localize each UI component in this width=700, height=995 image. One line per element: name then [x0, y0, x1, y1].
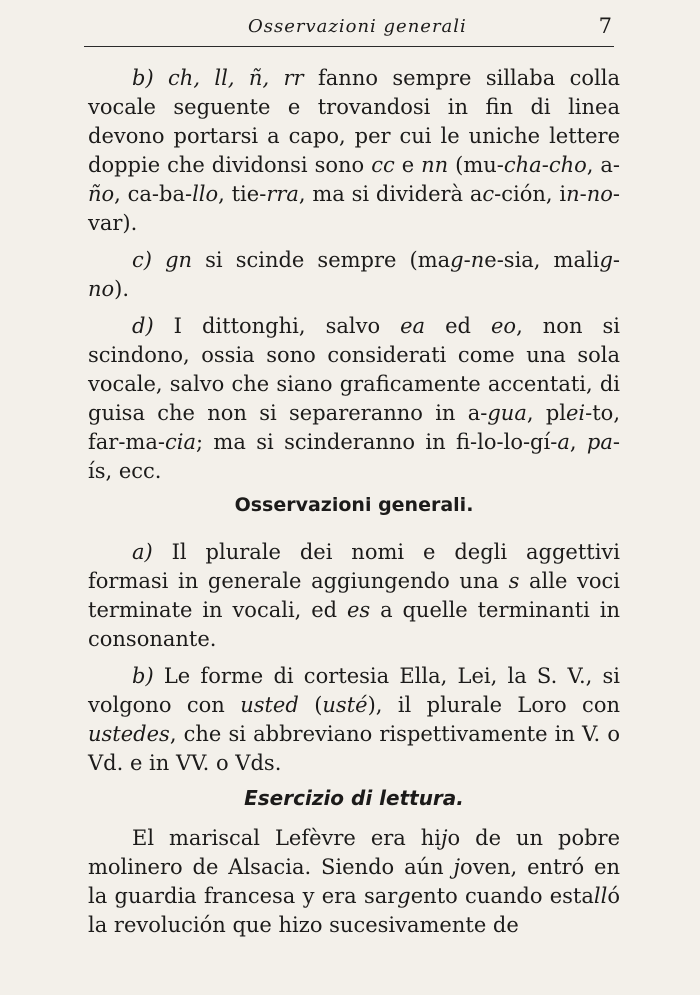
- text-run: , pl: [526, 401, 566, 425]
- section-heading-observations: Osservazioni generali.: [234, 494, 474, 516]
- italic-run: pa: [586, 430, 613, 454]
- text-run: oven, entró en la guardia francesa y era sar: [88, 855, 620, 908]
- text-run: (: [298, 693, 323, 717]
- paragraph-b-syllables: [88, 64, 620, 238]
- text-run: -: [579, 182, 587, 206]
- italic-run: eo: [491, 314, 517, 338]
- text-run: Il plurale dei nomi e degli aggettivi formasi in generale aggiungendo una: [88, 540, 620, 593]
- text-run: Le forme di cortesia Ella, Lei, la S. V., si volgono con: [88, 664, 620, 717]
- italic-run: gn: [165, 248, 193, 272]
- italic-run: ch, ll, ñ, rr: [168, 66, 304, 90]
- text-run: e-sia, mali: [484, 248, 600, 272]
- reading-exercise-paragraph: [88, 824, 620, 940]
- italic-run: n: [470, 248, 485, 272]
- italic-run: c: [482, 182, 495, 206]
- section-general-observations: [88, 538, 620, 778]
- text-run: , che si abbreviano rispettivamente in V. o Vd. e in VV. o Vds.: [88, 722, 620, 775]
- text-run: -: [541, 153, 549, 177]
- text-run: -to, far-ma-: [88, 401, 620, 454]
- text-run: alle voci terminate in vocali, ed: [88, 569, 621, 622]
- italic-run: cha: [503, 153, 542, 177]
- text-run: El mariscal Lefèvre era hi: [132, 826, 442, 850]
- text-run: , tie-: [218, 182, 267, 206]
- text-run: ó la revolución que hizo sucesivamente de: [88, 884, 620, 937]
- text-run: -: [612, 248, 620, 272]
- section-reading-exercise: [88, 824, 620, 940]
- italic-run: g: [397, 884, 411, 908]
- italic-run: b): [132, 664, 154, 688]
- italic-run: s: [508, 569, 520, 593]
- text-run: ).: [114, 277, 130, 301]
- italic-run: cc: [371, 153, 395, 177]
- italic-run: ll: [593, 884, 608, 908]
- italic-run: cho: [548, 153, 587, 177]
- paragraph-b-courtesy: [88, 662, 620, 778]
- italic-run: g: [599, 248, 613, 272]
- text-run: -ción, i: [494, 182, 567, 206]
- text-run: e: [394, 153, 422, 177]
- text-run: (mu-: [448, 153, 504, 177]
- italic-run: b): [132, 66, 154, 90]
- text-run: ed: [425, 314, 491, 338]
- text-run: ), il plurale Loro con: [367, 693, 620, 717]
- text-run: , ma si dividerà a: [298, 182, 483, 206]
- italic-run: usté: [322, 693, 368, 717]
- text-run: fanno sempre sillaba colla vocale seguente e trovandosi in fin di linea devono portarsi a capo, per cui le uniche lettere doppie che dividonsi sono: [88, 66, 620, 177]
- section-heading-reading-exercise: Esercizio di lettura.: [244, 786, 464, 810]
- italic-run: a: [557, 430, 570, 454]
- text-run: I dittonghi, salvo: [153, 314, 401, 338]
- paragraph-c-gn: [88, 246, 620, 304]
- page-number: 7: [598, 14, 612, 38]
- italic-run: j: [441, 826, 448, 850]
- text-run: [152, 248, 165, 272]
- text-run: o de un pobre molinero de Alsacia. Siendo aún: [88, 826, 620, 879]
- text-run: , ca-ba-: [114, 182, 193, 206]
- italic-run: c): [132, 248, 152, 272]
- text-run: -var).: [88, 182, 621, 235]
- italic-run: gua: [487, 401, 527, 425]
- section-syllable-rules: [88, 64, 620, 486]
- italic-run: nn: [421, 153, 449, 177]
- paragraph-a-plural: [88, 538, 620, 654]
- text-run: [154, 66, 168, 90]
- italic-run: ea: [400, 314, 426, 338]
- text-run: ento cuando esta: [410, 884, 594, 908]
- italic-run: ño: [88, 182, 115, 206]
- text-run: ,: [569, 430, 587, 454]
- italic-run: no: [586, 182, 613, 206]
- italic-run: ei: [565, 401, 586, 425]
- italic-run: usted: [240, 693, 299, 717]
- paragraph-d-diphthongs: [88, 312, 620, 486]
- running-title: Osservazioni generali: [248, 16, 467, 37]
- text-run: ; ma si scinderanno in fi-lo-lo-gí-: [195, 430, 558, 454]
- italic-run: a): [132, 540, 153, 564]
- text-run: , non si scindono, ossia sono considerati come una sola vocale, salvo che siano graficamente accentati, di guisa che non si separeranno in a-: [88, 314, 620, 425]
- italic-run: rra: [266, 182, 299, 206]
- italic-run: d): [132, 314, 154, 338]
- running-head: [84, 14, 614, 47]
- italic-run: g: [450, 248, 464, 272]
- italic-run: ustedes: [88, 722, 170, 746]
- italic-run: cia: [164, 430, 196, 454]
- italic-run: j: [453, 855, 461, 879]
- text-run: -: [463, 248, 471, 272]
- italic-run: es: [346, 598, 371, 622]
- text-run: -ís, ecc.: [88, 430, 620, 483]
- text-run: a quelle terminanti in consonante.: [88, 598, 621, 651]
- text-run: si scinde sempre (ma: [192, 248, 451, 272]
- text-run: , a-: [586, 153, 621, 177]
- italic-run: no: [88, 277, 115, 301]
- italic-run: llo: [192, 182, 219, 206]
- italic-run: n: [566, 182, 580, 206]
